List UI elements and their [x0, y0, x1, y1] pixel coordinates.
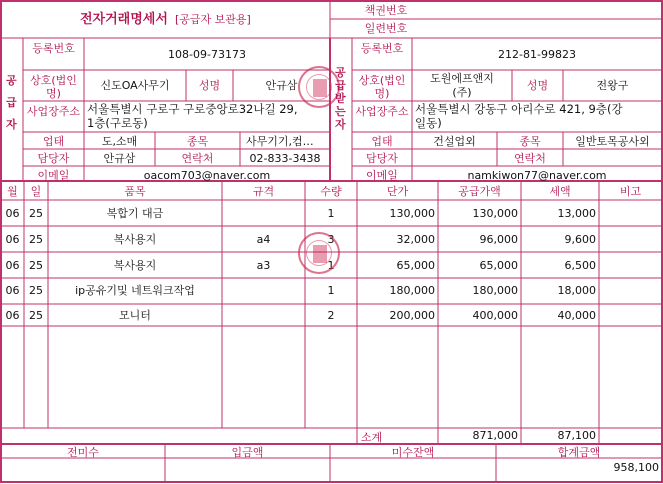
- table-row-qty: 1: [327, 259, 335, 272]
- supplier-company: 신도OA사무기: [100, 79, 170, 92]
- table-row-qty: 1: [327, 284, 335, 297]
- supplier-email-label: 이메일: [37, 169, 70, 182]
- table-row-unit-price: 32,000: [396, 233, 435, 246]
- table-row-unit-price: 130,000: [389, 207, 435, 220]
- receiver-reg-no: 212-81-99823: [498, 48, 576, 61]
- document-title: 전자거래명세서: [80, 12, 168, 27]
- book-number-label: 책권번호: [364, 4, 408, 17]
- subtotal-supply-amount: 871,000: [472, 429, 518, 442]
- supplier-seal-stamp: [298, 66, 340, 108]
- table-row-tax: 9,600: [564, 233, 596, 246]
- supplier-contact-person: 안규삼: [103, 152, 136, 165]
- supplier-rep-label: 성명: [198, 79, 221, 92]
- receiver-company-line2: (주): [452, 86, 472, 99]
- table-row-supply-amount: 65,000: [479, 259, 518, 272]
- table-row-month: 06: [5, 309, 20, 322]
- col-header-unit-price: 단가: [386, 185, 409, 198]
- table-row-tax: 13,000: [557, 207, 596, 220]
- table-row-item: 모니터: [119, 309, 151, 322]
- total-amount-value: 958,100: [613, 461, 659, 474]
- receiver-business-type-label: 업태: [371, 135, 393, 148]
- table-row-supply-amount: 130,000: [472, 207, 518, 220]
- table-row-month: 06: [5, 207, 20, 220]
- prev-balance-label: 전미수: [67, 446, 99, 459]
- subtotal-tax: 87,100: [557, 429, 596, 442]
- table-row-spec: a4: [256, 233, 271, 246]
- table-row-unit-price: 200,000: [389, 309, 435, 322]
- table-row-qty: 1: [327, 207, 335, 220]
- table-row-month: 06: [5, 259, 20, 272]
- supplier-phone-label: 연락처: [181, 152, 214, 165]
- receiver-company-label: 상호(법인명): [358, 74, 406, 100]
- supplier-email: oacom703@naver.com: [143, 169, 271, 182]
- col-header-spec: 규격: [252, 185, 275, 198]
- supplier-contact-label: 담당자: [37, 152, 70, 165]
- table-row-unit-price: 65,000: [396, 259, 435, 272]
- outstanding-balance-label: 미수잔액: [391, 446, 435, 459]
- table-row-item: 복사용지: [113, 259, 157, 272]
- col-header-note: 비고: [619, 185, 642, 198]
- total-amount-label: 합계금액: [557, 446, 601, 459]
- table-row-supply-amount: 180,000: [472, 284, 518, 297]
- receiver-reg-no-label: 등록번호: [360, 42, 404, 55]
- receiver-email: namkiwon77@naver.com: [467, 169, 607, 182]
- document-subtitle: [공급자 보관용]: [175, 13, 251, 26]
- supplier-company-label: 상호(법인명): [30, 74, 77, 100]
- subtotal-label: 소계: [360, 431, 383, 444]
- col-header-month: 월: [7, 185, 18, 198]
- table-row-unit-price: 180,000: [389, 284, 435, 297]
- col-header-supply-amount: 공급가액: [458, 185, 501, 198]
- table-row-month: 06: [5, 233, 20, 246]
- col-header-tax: 세액: [549, 185, 571, 198]
- receiver-company-line1: 도원에프앤지: [430, 72, 494, 85]
- supplier-business-item: 사무기기,컴…: [246, 135, 314, 148]
- supplier-business-item-label: 종목: [186, 135, 209, 148]
- supplier-address-line1: 서울특별시 구로구 구로중앙로32나길 29,: [87, 102, 298, 116]
- table-row-qty: 2: [327, 309, 335, 322]
- col-header-qty: 수량: [320, 185, 342, 198]
- receiver-rep: 전왕구: [596, 79, 629, 92]
- supplier-reg-no-label: 등록번호: [32, 42, 75, 55]
- col-header-item: 품목: [124, 185, 146, 198]
- receiver-email-label: 이메일: [366, 169, 398, 182]
- supplier-address-label: 사업장주소: [26, 105, 81, 118]
- table-row-day: 25: [29, 284, 43, 297]
- table-row-tax: 6,500: [564, 259, 596, 272]
- receiver-business-item: 일반토목공사외: [575, 135, 650, 148]
- supplier-address-line2: 1층(구로동): [87, 116, 148, 130]
- receiver-address-line1: 서울특별시 강동구 아리수로 421, 9층(강: [415, 102, 623, 116]
- table-row-item: 복합기 대금: [106, 207, 164, 220]
- table-row-qty: 3: [327, 233, 335, 246]
- serial-number-label: 일련번호: [364, 22, 408, 35]
- supplier-section-label: 공급자: [6, 74, 17, 131]
- receiver-phone-label: 연락처: [514, 152, 546, 165]
- table-row-spec: a3: [256, 259, 271, 272]
- receiver-business-type: 건설업외: [433, 135, 476, 148]
- table-row-tax: 40,000: [557, 309, 596, 322]
- table-row-day: 25: [29, 309, 43, 322]
- receiver-contact-label: 담당자: [366, 152, 398, 165]
- table-row-day: 25: [29, 207, 43, 220]
- supplier-business-type-label: 업태: [42, 135, 65, 148]
- table-row-item: ip공유기및 네트워크작업: [75, 284, 195, 297]
- supplier-reg-no: 108-09-73173: [168, 48, 246, 61]
- receiver-section-label: 공급받는자: [335, 66, 346, 131]
- table-row-month: 06: [5, 284, 20, 297]
- receiver-business-item-label: 종목: [519, 135, 541, 148]
- supplier-business-type: 도,소매: [101, 135, 138, 148]
- center-seal-stamp: [298, 232, 340, 274]
- col-header-day: 일: [30, 185, 42, 198]
- table-row-tax: 18,000: [557, 284, 596, 297]
- table-row-item: 복사용지: [113, 233, 157, 246]
- table-row-supply-amount: 96,000: [479, 233, 518, 246]
- table-row-day: 25: [29, 233, 43, 246]
- receiver-rep-label: 성명: [526, 79, 549, 92]
- receiver-address-label: 사업장주소: [355, 105, 409, 118]
- supplier-phone: 02-833-3438: [249, 152, 321, 165]
- supplier-rep: 안규삼: [265, 79, 298, 92]
- receiver-address-line2: 일동): [415, 116, 442, 130]
- table-row-day: 25: [29, 259, 43, 272]
- table-row-supply-amount: 400,000: [472, 309, 518, 322]
- received-amount-label: 입금액: [231, 446, 264, 459]
